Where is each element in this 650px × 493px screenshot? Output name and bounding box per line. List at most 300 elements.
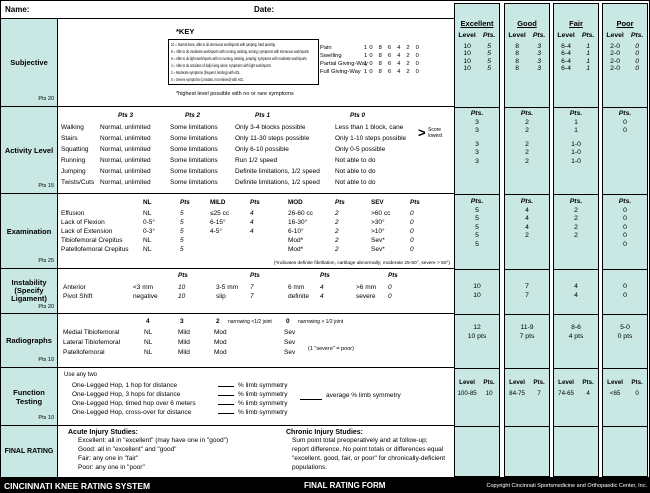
radiographs-rating-cell <box>505 315 549 369</box>
pts-value: 0 <box>635 50 639 58</box>
section-label: Activity Level <box>4 145 54 155</box>
cell: 10 <box>178 293 186 300</box>
cell: >60 cc <box>371 210 391 217</box>
level-value: 6-4 <box>561 65 571 73</box>
cell: 0 <box>410 237 414 244</box>
section-label: Testing <box>15 396 43 406</box>
section-label: Examination <box>6 226 52 236</box>
instability-label-cell <box>1 269 58 313</box>
cell: 4 <box>320 293 324 300</box>
cell: 0 <box>410 210 414 217</box>
pts-value: 5 <box>487 42 491 50</box>
cell: 0-3° <box>143 228 155 235</box>
cell: 0 <box>388 293 392 300</box>
cell: Mod* <box>288 237 304 244</box>
cell: 4 <box>320 284 324 291</box>
col-header: MOD <box>288 199 303 206</box>
col-header: Pts <box>388 272 398 279</box>
limb-symmetry-blank[interactable] <box>218 382 234 387</box>
level-value: 6-4 <box>561 57 571 65</box>
average-limb-symmetry-blank[interactable] <box>300 395 322 400</box>
pts-header: Pts. <box>631 379 643 386</box>
cell: NL <box>143 246 152 253</box>
cell: Some limitations <box>170 135 218 142</box>
pts-value: 5 <box>475 232 479 240</box>
section-subjective <box>1 19 454 107</box>
row-label: Patellofemoral Crepitus <box>61 246 129 253</box>
pts-value: 5 <box>475 215 479 223</box>
level-value: 84-75 <box>509 389 525 397</box>
radiographs-rating-cell <box>554 315 598 369</box>
activity-rating-cell <box>505 108 549 195</box>
section-radiographs <box>1 314 454 368</box>
col-header: Pts <box>180 199 190 206</box>
col-header: 3 <box>180 318 184 325</box>
limb-symmetry-blank[interactable] <box>218 400 234 405</box>
radiographs-content <box>58 314 454 367</box>
rating-column-header: Good <box>517 19 537 28</box>
table-row <box>58 219 454 228</box>
cell: 5 <box>180 219 184 226</box>
exam-footnote: (*indicates definite fibrillation, cartilage abnormally; moderate 25-50°, severe > 50°) <box>273 261 450 266</box>
section-activity-level <box>1 107 454 194</box>
pts-value: 10 pts <box>467 332 487 340</box>
pts-value: 0 pts <box>617 332 633 340</box>
pts-header: Pts. <box>569 110 583 117</box>
pts-value: 3 <box>537 57 541 65</box>
row-label: Effusion <box>61 210 85 217</box>
pts-value: 0 <box>623 291 627 299</box>
symptom-label: Full Giving-Way <box>320 69 361 75</box>
pts-value: 0 <box>635 42 639 50</box>
instability-rating-cell <box>603 270 647 315</box>
pts-value: 2 <box>525 118 529 126</box>
cell: 5 <box>180 246 184 253</box>
pts-header: Pts. <box>532 32 546 39</box>
name-label: Name: <box>5 5 30 14</box>
cell: Normal, unlimited <box>100 146 151 153</box>
level-header: Level <box>458 32 476 39</box>
pts-value: 0 <box>623 127 627 135</box>
pts-header: Pts. <box>618 198 632 205</box>
symptom-label: Swelling <box>320 53 342 59</box>
pts-value: 2 <box>525 149 529 157</box>
final-rating-label-cell <box>1 426 58 477</box>
footer-copyright: Copyright Cincinnati Sportsmedicine and Orthopaedic Center, Inc. <box>486 482 647 489</box>
pts-value: 0 <box>635 65 639 73</box>
col-header: 4 <box>146 318 150 325</box>
subjective-label-cell <box>1 19 58 106</box>
pts-header: Pts. <box>630 32 644 39</box>
pts-value: 1 <box>586 42 590 50</box>
exam-rating-cell <box>554 195 598 270</box>
level-header: Level <box>509 379 525 386</box>
row-label: One-Legged Hop, 1 hop for distance <box>72 382 178 389</box>
level-value: 8 <box>515 57 519 65</box>
radiographs-rating-cell <box>603 315 647 369</box>
pts-value: 1 <box>574 127 578 135</box>
table-row <box>58 409 454 418</box>
cell: 0 <box>410 228 414 235</box>
cell: Mod* <box>288 246 304 253</box>
examination-label-cell <box>1 194 58 268</box>
footer-bar <box>0 478 650 493</box>
row-label: Stairs <box>61 135 78 142</box>
exam-header-row <box>58 199 454 208</box>
cell: negative <box>133 293 158 300</box>
pts-header: Pts. <box>618 110 632 117</box>
level-value: 10 <box>463 65 471 73</box>
cell: Sev <box>284 349 296 356</box>
col-header: Pts 2 <box>185 112 201 119</box>
function-content <box>58 368 454 425</box>
pts-header: Pts. <box>582 379 594 386</box>
cell: Less than 1 block, cane <box>335 124 404 131</box>
section-final-rating <box>1 426 454 477</box>
pts-value: 7 <box>525 291 529 299</box>
function-rating-cell <box>455 369 499 427</box>
table-row <box>58 228 454 237</box>
level-value: <65 <box>609 389 621 397</box>
subjective-rating-cell <box>603 4 647 108</box>
pts-value: 3 <box>475 127 479 135</box>
limb-symmetry-blank[interactable] <box>218 391 234 396</box>
col-header: 0 <box>286 318 290 325</box>
cell: Mild <box>178 349 190 356</box>
pts-value: 3 <box>475 140 479 148</box>
final-rating-content <box>58 426 454 477</box>
row-label: Lack of Extension <box>61 228 113 235</box>
table-row <box>58 237 454 246</box>
row-label: One-Legged Hop, timed hop over 6 meters <box>72 400 196 407</box>
level-value: 2-0 <box>610 42 620 50</box>
row-label: Lack of Flexion <box>61 219 105 226</box>
cell: Some limitations <box>170 124 218 131</box>
key-line: 2 = Moderate symptoms (frequent, limiting) with ADL <box>171 70 241 75</box>
table-row <box>58 382 454 391</box>
cell: Only 3-4 blocks possible <box>235 124 306 131</box>
level-value: 8 <box>515 65 519 73</box>
section-label: (Specify <box>14 286 44 295</box>
pts-value: 10 <box>473 283 481 290</box>
table-row <box>58 339 454 348</box>
cell: 4-5° <box>210 228 222 235</box>
pts-value: 0 <box>635 57 639 65</box>
cell: Some limitations <box>170 168 218 175</box>
level-value: 2-0 <box>610 65 620 73</box>
instability-rating-cell <box>455 270 499 315</box>
radiographs-rating-cell <box>455 315 499 369</box>
cell: Mod <box>214 329 227 336</box>
row-label: Patellofemoral <box>63 349 105 356</box>
final-rating-cell <box>505 427 549 476</box>
cell: 2 <box>335 210 339 217</box>
pts-value: 1-0 <box>571 157 581 165</box>
final-rating-cell <box>603 427 647 476</box>
level-value: 6-4 <box>561 42 571 50</box>
row-label: Lateral Tibiofemoral <box>63 339 121 346</box>
activity-label-cell <box>1 107 58 193</box>
key-title: *KEY <box>176 27 195 36</box>
table-row <box>58 349 454 358</box>
pts-value: 3 <box>537 42 541 50</box>
pts-value: 4 pts <box>568 332 584 340</box>
table-row <box>58 168 454 177</box>
acute-title: Acute Injury Studies: <box>68 429 139 436</box>
pts-value: 4 <box>525 223 529 231</box>
row-label: Running <box>61 157 86 164</box>
pts-header: Pts. <box>569 198 583 205</box>
cell: 2 <box>335 219 339 226</box>
table-row <box>58 179 454 188</box>
key-line: 8 = Able to do moderate work/sports with running, twisting, turning; symptoms with strenuous work/sports <box>171 49 309 54</box>
section-label: Instability <box>11 278 47 287</box>
row-label: Medial Tibiofemoral <box>63 329 120 336</box>
cell: Only 1-10 steps possible <box>335 135 407 142</box>
col-header: Pts 0 <box>350 112 366 119</box>
pts-header: Pts. <box>520 198 534 205</box>
key-line: 0 = Severe symptoms (constant, not relieved) with ADL <box>171 77 244 82</box>
col-header: Pts 3 <box>118 112 134 119</box>
pts-header: Pts. <box>470 198 484 205</box>
pts-value: 2 <box>525 157 529 165</box>
pts-header: Pts. <box>482 32 496 39</box>
cell: 6-15° <box>210 219 226 226</box>
section-points: Pts 10 <box>38 357 54 363</box>
pts-value: 3 <box>475 157 479 165</box>
cell: 6-10° <box>288 228 304 235</box>
cell: 16-30° <box>288 219 308 226</box>
unit-label: % limb symmetry <box>238 382 288 389</box>
chronic-text: Sum point total preoperatively and at follow-up; report difference. No point totals or differences equal "excellent, good, fair, or poor" for chronically-deficient populations. <box>292 437 446 471</box>
symptom-scale: 10 8 6 4 2 0 <box>364 45 422 51</box>
cell: 5 <box>180 237 184 244</box>
function-instruction: Use any two <box>64 372 98 378</box>
cell: Mild <box>178 329 190 336</box>
cell: 2 <box>335 246 339 253</box>
cell: 4 <box>250 219 254 226</box>
level-value: 8-6 <box>571 324 581 331</box>
cell: >30° <box>371 219 385 226</box>
examination-content <box>58 194 454 268</box>
level-value: 74-65 <box>558 389 574 397</box>
pts-header: Pts. <box>581 32 595 39</box>
rating-column-header: Excellent <box>460 19 494 28</box>
section-label: Function <box>13 387 45 397</box>
function-rating-cell <box>603 369 647 427</box>
cell: Normal, unlimited <box>100 168 151 175</box>
rating-column-header: Fair <box>569 19 583 28</box>
cell: Some limitations <box>170 157 218 164</box>
col-header: Pts 1 <box>255 112 271 119</box>
cell: Only 11-30 steps possible <box>235 135 310 142</box>
chronic-title: Chronic Injury Studies: <box>286 429 364 436</box>
section-examination <box>1 194 454 269</box>
table-row <box>58 135 454 144</box>
pts-value: 5 <box>487 65 491 73</box>
pts-value: 5 <box>475 206 479 214</box>
pts-value: 4 <box>586 389 590 397</box>
pts-value: 4 <box>525 215 529 223</box>
pts-value: 3 <box>537 65 541 73</box>
subjective-rating-cell <box>554 4 598 108</box>
radiographs-label-cell <box>1 314 58 367</box>
table-row <box>58 293 454 302</box>
radiographs-header-row <box>58 318 454 327</box>
section-label: Ligament) <box>11 294 47 303</box>
section-points: Pts 10 <box>38 415 54 421</box>
key-line: 10 = Normal knee, able to do strenuous work/sports with jumping, hard pivoting <box>171 42 276 47</box>
pts-value: 3 <box>475 118 479 126</box>
pts-value: 4 <box>574 283 578 290</box>
subjective-content <box>58 19 454 106</box>
pts-value: 0 <box>623 240 627 248</box>
table-row <box>58 157 454 166</box>
chronic-injury-block <box>286 429 446 472</box>
cell: >6 mm <box>356 284 377 291</box>
cell: 0 <box>410 219 414 226</box>
pts-value: 10 <box>485 389 493 397</box>
cell: Some limitations <box>170 179 218 186</box>
pts-header: Pts. <box>470 110 484 117</box>
col-header: Pts <box>320 272 330 279</box>
function-rating-cell <box>554 369 598 427</box>
cell: 4 <box>250 228 254 235</box>
pts-value: 5 <box>487 57 491 65</box>
symptom-label: Pain <box>320 45 332 51</box>
section-label: FINAL RATING <box>4 448 54 455</box>
cell: Run 1/2 speed <box>235 157 278 164</box>
row-label: Pivot Shift <box>63 293 93 300</box>
section-instability <box>1 269 454 314</box>
cell: Definite limitations, 1/2 speed <box>235 168 320 175</box>
row-label: Squatting <box>61 146 89 153</box>
rating-column-good <box>504 3 550 477</box>
symptom-scale: 10 8 6 4 2 0 <box>364 69 422 75</box>
cell: 6 mm <box>288 284 305 291</box>
cell: NL <box>143 237 152 244</box>
cell: slip <box>216 293 226 300</box>
acute-line: Good: all in "excellent" and "good" <box>78 446 177 453</box>
table-row <box>58 329 454 338</box>
key-footnote: *highest level possible with no or rare symptoms <box>176 91 294 97</box>
table-row <box>58 210 454 219</box>
pts-value: 7 <box>537 389 541 397</box>
limb-symmetry-blank[interactable] <box>218 409 234 414</box>
col-header: 2 <box>216 318 220 325</box>
symptom-row <box>58 69 454 78</box>
instability-header-row <box>58 272 454 281</box>
pts-value: 2 <box>525 140 529 148</box>
unit-label: % limb symmetry <box>238 409 288 416</box>
instability-rating-cell <box>554 270 598 315</box>
subjective-rating-cell <box>455 4 499 108</box>
cell: NL <box>144 339 153 346</box>
cell: Mild <box>178 339 190 346</box>
section-points: Pts 15 <box>38 183 54 189</box>
level-header: Level <box>557 32 575 39</box>
pts-value: 2 <box>525 127 529 135</box>
cell: 4 <box>250 210 254 217</box>
cell: definite <box>288 293 309 300</box>
col-header: Pts <box>250 272 260 279</box>
table-row <box>58 400 454 409</box>
level-value: 11-9 <box>520 324 534 331</box>
level-value: 5-0 <box>620 324 630 331</box>
key-line: 6 = Able to do light work/sports with no running, twisting, jumping; symptoms with moderate work/sports <box>171 56 307 61</box>
activity-rating-cell <box>455 108 499 195</box>
cell: Mod <box>214 339 227 346</box>
cell: Definite limitations, 1/2 speed <box>235 179 320 186</box>
col-header: Pts <box>410 199 420 206</box>
pts-value: 3 <box>475 149 479 157</box>
level-value: 12 <box>473 324 481 331</box>
score-lowest-brace-icon: > <box>418 125 426 140</box>
pts-value: 10 <box>473 291 481 299</box>
cell: Normal, unlimited <box>100 124 151 131</box>
level-value: 8 <box>515 42 519 50</box>
table-row <box>58 246 454 255</box>
pts-value: 1 <box>586 50 590 58</box>
unit-label: % limb symmetry <box>238 400 288 407</box>
cell: >10° <box>371 228 385 235</box>
cell: severe <box>356 293 376 300</box>
pts-value: 1 <box>574 118 578 126</box>
acute-injury-block <box>68 429 268 472</box>
exam-rating-cell <box>455 195 499 270</box>
cell: Sev <box>284 339 296 346</box>
section-label: Radiographs <box>6 336 52 345</box>
date-label: Date: <box>254 5 275 14</box>
pts-value: 7 <box>525 283 529 290</box>
pts-value: 5 <box>475 223 479 231</box>
activity-rating-cell <box>603 108 647 195</box>
acute-line: Excellent: all in "excellent" (may have one in "good") <box>78 437 229 444</box>
footer-form-title: FINAL RATING FORM <box>304 481 386 490</box>
cell: Not able to do <box>335 157 376 164</box>
exam-rating-cell <box>603 195 647 270</box>
cell: 7 <box>250 284 254 291</box>
pts-header: Pts. <box>533 379 545 386</box>
cell: Normal, unlimited <box>100 135 151 142</box>
pts-value: 1 <box>586 57 590 65</box>
average-label: average % limb symmetry <box>326 392 401 399</box>
pts-header: Pts. <box>520 110 534 117</box>
cell: Not able to do <box>335 179 376 186</box>
pts-value: 3 <box>537 50 541 58</box>
pts-value: 0 <box>635 389 639 397</box>
level-value: 10 <box>463 50 471 58</box>
final-rating-cell <box>554 427 598 476</box>
cell: 5 <box>180 210 184 217</box>
cell: 2 <box>335 228 339 235</box>
cell: 3-5 mm <box>216 284 239 291</box>
row-label: Twists/Cuts <box>61 179 95 186</box>
narrowing-note: narrowing <1/2 joint <box>228 319 272 325</box>
level-value: 10 <box>463 42 471 50</box>
cell: Sev* <box>371 246 385 253</box>
cell: 10 <box>178 284 186 291</box>
table-row <box>58 146 454 155</box>
rating-column-header: Poor <box>616 19 634 28</box>
cell: NL <box>144 329 153 336</box>
cell: Mod <box>214 349 227 356</box>
exam-rating-cell <box>505 195 549 270</box>
activity-header-row <box>58 112 454 121</box>
pts-value: 2 <box>574 223 578 231</box>
pts-value: 2 <box>525 232 529 240</box>
pts-value: 1-0 <box>571 140 581 148</box>
